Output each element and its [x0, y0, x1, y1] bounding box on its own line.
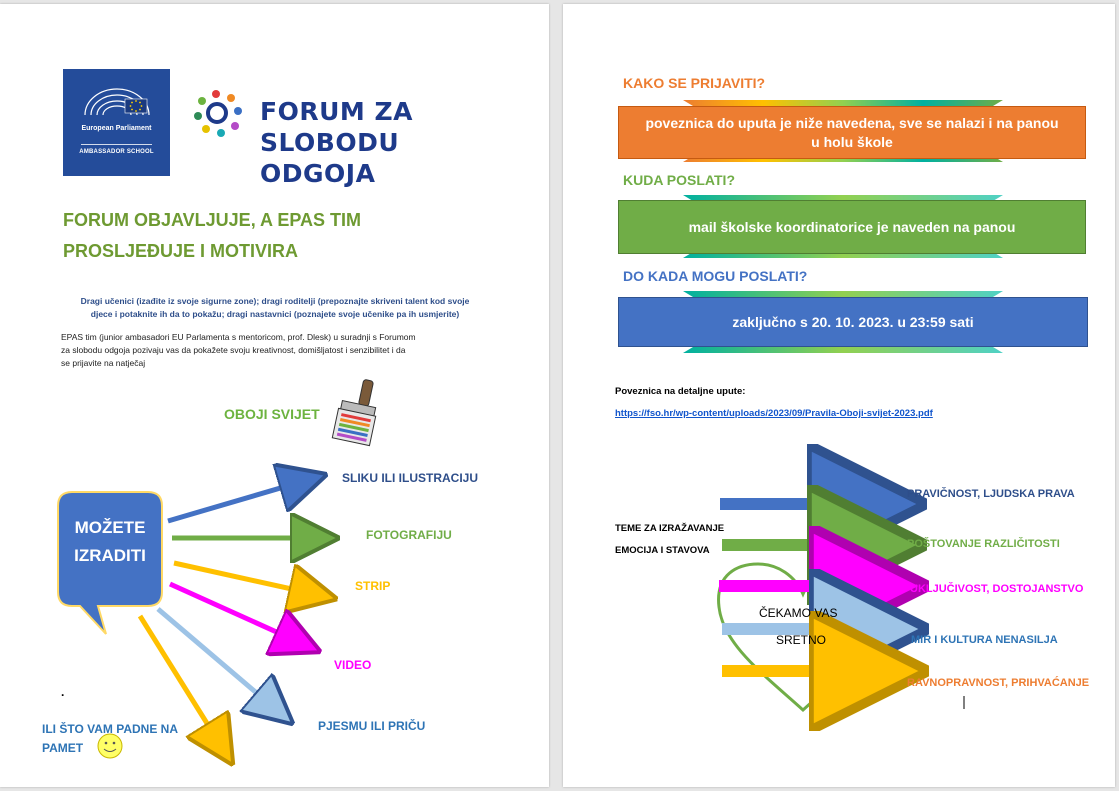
document-page-left	[0, 4, 549, 787]
intro-line2: djece i potaknite ih da to pokažu; dragi nastavnici (poznajete svoje učenike pa ih usmjerite)	[90, 309, 460, 319]
page1-arrows	[0, 4, 549, 787]
callout-line2: IZRADITI	[74, 546, 146, 565]
headline-line2: PROSLJEĐUJE I MOTIVIRA	[63, 241, 299, 261]
answer-how-to-apply	[618, 106, 1086, 159]
intro-line1: Dragi učenici (izađite iz svoje sigurne zone); dragi roditelji (prepoznajte skriveni talent kod svoje	[80, 296, 470, 306]
band-decoration	[683, 347, 1003, 353]
ep-logo-name: European Parliament	[81, 125, 152, 132]
stray-dot: .	[61, 685, 65, 699]
forum-logo-line1: FORUM ZA	[260, 97, 413, 126]
option-illustration: SLIKU ILI ILUSTRACIJU	[342, 471, 479, 485]
themes-line2: EMOCIJA I STAVOVA	[615, 545, 710, 556]
option-other	[42, 720, 178, 758]
question-where-to-send: KUDA POSLATI?	[623, 172, 735, 188]
value-equality: RAVNOPRAVNOST, PRIHVAĆANJE	[907, 677, 1090, 689]
question-deadline: DO KADA MOGU POSLATI?	[623, 268, 808, 284]
document-page-right	[563, 4, 1115, 787]
themes-label	[615, 518, 724, 562]
answer1-line1: poveznica do uputa je niže navedena, sve se nalazi i na panou	[645, 114, 1059, 131]
oboji-svijet-title: OBOJI SVIJET	[224, 406, 320, 422]
body-line3: se prijavite na natječaj	[61, 358, 146, 368]
ep-logo-school: AMBASSADOR SCHOOL	[79, 149, 154, 155]
option-photo: FOTOGRAFIJU	[366, 528, 452, 542]
option-other-line2: PAMET	[42, 741, 84, 755]
headline-line1: FORUM OBJAVLJUJE, A EPAS TIM	[63, 210, 362, 230]
answer-where-to-send: mail školske koordinatorice je naveden na panou	[618, 200, 1086, 254]
body-line1: EPAS tim (junior ambasadori EU Parlamenta s mentoricom, prof. Dlesk) u suradnji s Forumom	[61, 332, 416, 342]
forum-logo-line3: ODGOJA	[260, 159, 376, 188]
answer-deadline: zaključno s 20. 10. 2023. u 23:59 sati	[618, 297, 1088, 347]
body-line2: za slobodu odgoja pozivaju vas da pokažete svoju kreativnost, domišljatost i senzibilitet i da	[61, 345, 406, 355]
waiting-text: ČEKAMO VAS	[759, 606, 838, 620]
arrow-strip	[174, 563, 328, 597]
rules-link[interactable]: https://fso.hr/wp-content/uploads/2023/09/Pravila-Oboji-svijet-2023.pdf	[615, 408, 933, 419]
option-video: VIDEO	[334, 658, 372, 672]
value-diversity: POŠTOVANJE RAZLIČITOSTI	[907, 538, 1060, 550]
question-how-to-apply: KAKO SE PRIJAVITI?	[623, 75, 766, 91]
value-inclusion: UKLJUČIVOST, DOSTOJANSTVO	[910, 583, 1084, 595]
callout-text	[58, 514, 162, 570]
value-peace: MIR I KULTURA NENASILJA	[911, 634, 1058, 646]
good-luck-text: SRETNO	[776, 633, 827, 647]
option-other-line1: ILI ŠTO VAM PADNE NA	[42, 722, 179, 736]
callout-line1: MOŽETE	[74, 518, 146, 537]
option-strip: STRIP	[355, 579, 391, 593]
forum-logo-line2: SLOBODU	[260, 128, 400, 157]
option-poem: PJESMU ILI PRIČU	[318, 719, 426, 733]
link-label: Poveznica na detaljne upute:	[615, 386, 746, 397]
arrow-illustration	[168, 477, 318, 521]
themes-line1: TEME ZA IZRAŽAVANJE	[615, 523, 725, 534]
value-fairness: PRAVIČNOST, LJUDSKA PRAVA	[907, 488, 1075, 500]
answer1-line2: u holu škole	[811, 133, 893, 150]
